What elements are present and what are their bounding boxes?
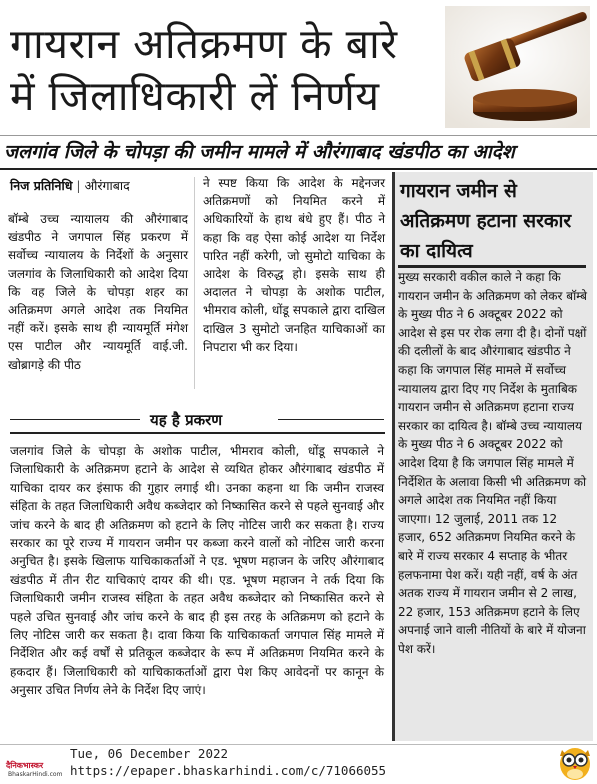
sidebar-body: मुख्य सरकारी वकील काले ने कहा कि गायरान जमीन के अतिक्रमण को लेकर बॉम्बे के मुख्य पीठ ने 6 अक्टूबर 2022 को आदेश से इस पर रोक लगा दी है। दोनों पक्षों की दलीलों के बाद औरंगाबाद खंडपीठ ने कहा कि जगपाल सिंह मामले में सर्वोच्च न्यायालय द्वारा दिए गए निर्देश के मुताबिक गायरान जमीन से अतिक्रमण हटाना राज्य सरकार का दायित्व है। बॉम्बे उच्च न्यायालय के मुख्य पीठ ने 6 अक्टूबर 2022 को आदेश दिया है कि जगपाल सिंह मामले में निर्देशित के अलावा किसी भी अतिक्रमण को अगले आदेश तक नियमित नहीं किया जाएगा। 12 जुलाई, 2011 तक 12 हजार, 652 अतिक्रमण नियमित करने के बारे में राज्य सरकार 4 सप्ताह के भीतर हलफनामा पेश करें। यही नहीं, वर्ष के अंत अतक राज्य में गायरान जमीन से 2 लाख, 22 हजार, 153 अतिक्रमण हटाने के लिए अपनाई जाने वाली नीतियों के बारे में योजना पेश करें। <box>398 270 587 656</box>
section-title: यह है प्रकरण <box>150 411 223 429</box>
divider <box>0 744 597 745</box>
publisher-logo-subtext: BhaskarHindi.com <box>8 771 63 778</box>
column-divider <box>194 177 195 389</box>
divider <box>10 432 385 434</box>
article-column-2: ने स्पष्ट किया कि आदेश के मद्देनजर अतिक्रमणों को नियमित करने में अधिकारियों के हाथ बंधे हुए हैं। पीठ ने कहा कि वह ऐसा कोई आदेश या निर्देश पारित नहीं करेगी, जो सुमोटो याचिका के आदेश के विरुद्ध हो। इसके साथ ही अदालत ने चोपड़ा के अशोक पाटील, भीमराव कोली, धोंडू सपकाले द्वारा दाखिल दाखिल 3 सुमोटो जनहित याचिकाओं का निपटारा भी कर दिया। <box>203 176 385 354</box>
divider <box>278 419 384 420</box>
gavel-image <box>445 6 590 128</box>
byline <box>10 177 130 194</box>
subheadline: जलगांव जिले के चोपड़ा की जमीन मामले में औरंगाबाद खंडपीठ का आदेश <box>4 141 515 163</box>
publisher-logo: दैनिकभास्कर <box>6 761 44 770</box>
article-column-1: बॉम्बे उच्च न्यायालय की औरंगाबाद खंडपीठ ने जगपाल सिंह प्रकरण में सर्वोच्च न्यायालय के निर्देशों के अनुसार जलगांव के जिलाधिकारी को आदेश दिया कि वह जिले के चोपड़ा शहर का अतिक्रमण अगले आदेश तक नियमित नहीं करें। इसके साथ ही न्यायमूर्ति मंगेश एस पाटील और न्यायमूर्ति वाई.जी. खोब्रागड़े की पीठ <box>8 212 188 372</box>
headline <box>10 18 430 122</box>
footer-url[interactable]: https://epaper.bhaskarhindi.com/c/71066055 <box>70 763 387 778</box>
divider <box>10 419 140 420</box>
byline-separator: | <box>76 178 81 193</box>
headline-line-2: में जिलाधिकारी लें निर्णय <box>10 72 380 120</box>
headline-line-1: गायरान अतिक्रमण के बारे <box>10 20 398 68</box>
sidebar-title: गायरान जमीन से अतिक्रमण हटाना सरकार का दायित्व <box>400 180 572 262</box>
divider <box>0 168 597 170</box>
section-body: जलगांव जिले के चोपड़ा के अशोक पाटील, भीमराव कोली, धोंडू सपकाले ने जिलाधिकारी के अतिक्रमण हटाने के आदेश से व्यथित होकर औरंगाबाद खंडपीठ में याचिका दायर कर इंसाफ की गुहार लगाई थी। उनका कहना था कि जमीन राजस्व संहिता के तहत जिलाधिकारी अवैध कब्जेदार को निष्कासित करने से पहले सुनवाई और जांच करने के बाद ही अतिक्रमण को हटाने के लिए नोटिस जारी कर सकता है। राज्य सरकार का पूरे राज्य में गायरान जमीन पर कब्जा करने वालों को नोटिस जारी करना अनुचित है। इसके खिलाफ याचिकाकर्ताओं ने एड. भूषण महाजन के जरिए औरंगाबाद खंडपीठ में तीन रीट याचिकाएं दायर की थी। एड. भूषण महाजन ने तर्क दिया कि जिलाधिकारी जमीन राजस्व संहिता के तहत अवैध कब्जेदार को निष्कासित करने से पहले उचित सुनवाई और जांच करने के बाद ही इस तरह के अतिक्रमण को हटाने के लिए नोटिस जारी कर सकता है। दावा किया कि याचिकाकर्ता जगपाल सिंह मामले में निर्देशित और कई वर्षों से प्रतिकूल कब्जेदार के रूप में अतिक्रमण नियमित करने के हकदार हैं। जिलाधिकारी को याचिकाकर्ताओं द्वारा पेश किए आवेदनों पर कानून के अनुसार उचित निर्णय लेने के निर्देश दिए जाएं। <box>10 444 384 698</box>
byline-author: निज प्रतिनिधि <box>10 178 73 193</box>
footer-date: Tue, 06 December 2022 <box>70 746 229 761</box>
owl-mascot-icon <box>556 740 594 782</box>
byline-place: औरंगाबाद <box>84 178 130 193</box>
